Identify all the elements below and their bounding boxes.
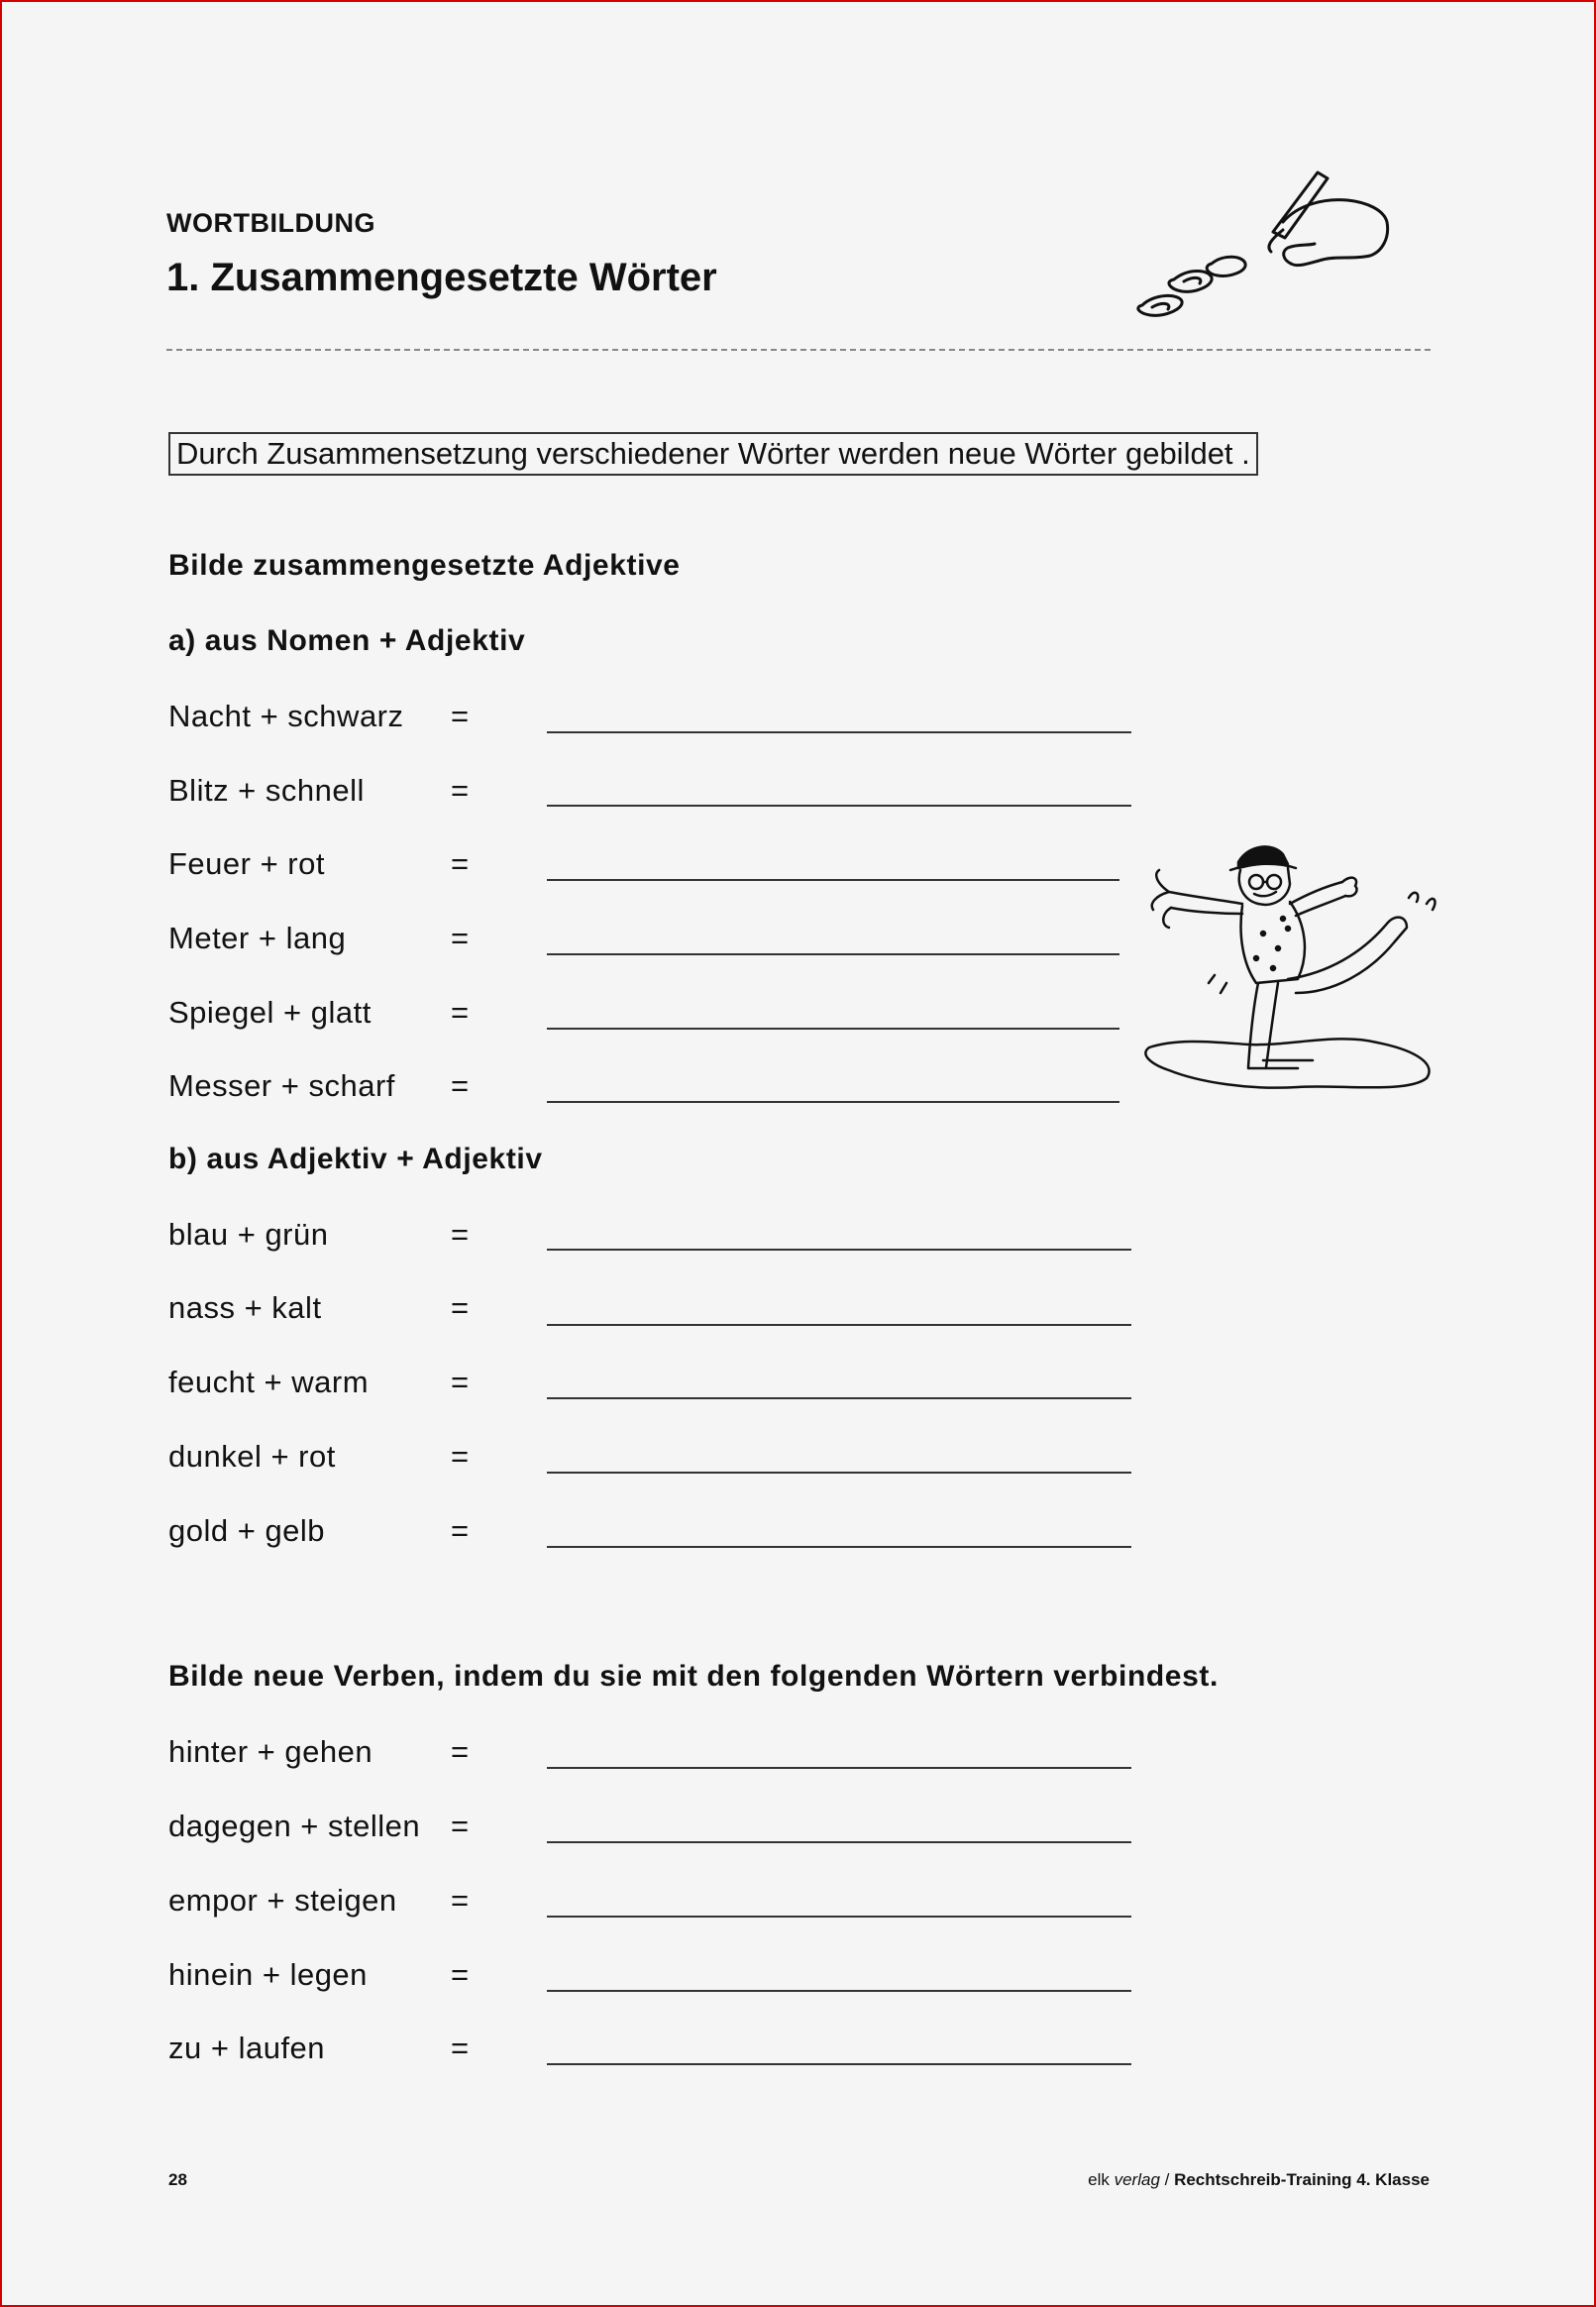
equals-sign: = (451, 995, 470, 1030)
exercise-term: Messer + scharf (168, 1068, 395, 1103)
equals-sign: = (451, 1513, 470, 1548)
equals-sign: = (451, 773, 470, 808)
answer-blank[interactable] (547, 1767, 1131, 1769)
equals-sign: = (451, 1068, 470, 1103)
equals-sign: = (451, 846, 470, 881)
task1-heading: Bilde zusammengesetzte Adjektive (168, 549, 681, 582)
rule-box: Durch Zusammensetzung verschiedener Wörter werden neue Wörter gebildet . (168, 432, 1258, 476)
equals-sign: = (451, 1809, 470, 1843)
answer-blank[interactable] (547, 1397, 1131, 1399)
equals-sign: = (451, 1957, 470, 1992)
exercise-term: Nacht + schwarz (168, 699, 404, 733)
answer-blank[interactable] (547, 805, 1131, 807)
book-title: Rechtschreib-Training 4. Klasse (1174, 2170, 1430, 2189)
exercise-term: Feuer + rot (168, 846, 325, 881)
exercise-term: dagegen + stellen (168, 1809, 421, 1843)
slipping-man-illustration (1139, 834, 1446, 1097)
answer-blank[interactable] (547, 1916, 1131, 1918)
equals-sign: = (451, 699, 470, 733)
answer-blank[interactable] (547, 1841, 1131, 1843)
answer-blank[interactable] (547, 2063, 1131, 2065)
section-label: WORTBILDUNG (166, 208, 375, 238)
equals-sign: = (451, 2031, 470, 2065)
answer-blank[interactable] (547, 1324, 1131, 1326)
answer-blank[interactable] (547, 1101, 1119, 1103)
exercise-term: blau + grün (168, 1217, 329, 1252)
answer-blank[interactable] (547, 731, 1131, 733)
equals-sign: = (451, 921, 470, 955)
part-b-heading: b) aus Adjektiv + Adjektiv (168, 1143, 543, 1175)
exercise-term: zu + laufen (168, 2031, 326, 2065)
dashed-divider (166, 349, 1431, 351)
publisher-name: elk (1088, 2170, 1110, 2189)
equals-sign: = (451, 1365, 470, 1399)
exercise-term: empor + steigen (168, 1883, 397, 1918)
exercise-term: feucht + warm (168, 1365, 370, 1399)
answer-blank[interactable] (547, 1990, 1131, 1992)
equals-sign: = (451, 1217, 470, 1252)
answer-blank[interactable] (547, 1546, 1131, 1548)
answer-blank[interactable] (547, 1249, 1131, 1251)
answer-blank[interactable] (547, 953, 1119, 955)
exercise-term: Meter + lang (168, 921, 347, 955)
equals-sign: = (451, 1439, 470, 1474)
exercise-term: dunkel + rot (168, 1439, 336, 1474)
equals-sign: = (451, 1734, 470, 1769)
answer-blank[interactable] (547, 879, 1119, 881)
answer-blank[interactable] (547, 1472, 1131, 1474)
exercise-term: Blitz + schnell (168, 773, 365, 808)
footer-credit (1088, 2170, 1430, 2190)
equals-sign: = (451, 1883, 470, 1918)
part-a-heading: a) aus Nomen + Adjektiv (168, 624, 526, 657)
exercise-term: nass + kalt (168, 1290, 322, 1325)
exercise-term: Spiegel + glatt (168, 995, 372, 1030)
exercise-term: hinter + gehen (168, 1734, 373, 1769)
footer-separator: / (1159, 2170, 1175, 2189)
equals-sign: = (451, 1290, 470, 1325)
task2-heading: Bilde neue Verben, indem du sie mit den folgenden Wörtern verbindest. (168, 1660, 1219, 1693)
writing-hand-illustration (1134, 161, 1392, 319)
exercise-term: gold + gelb (168, 1513, 326, 1548)
page-title: 1. Zusammengesetzte Wörter (166, 256, 717, 299)
exercise-term: hinein + legen (168, 1957, 368, 1992)
publisher-suffix: verlag (1114, 2170, 1160, 2189)
answer-blank[interactable] (547, 1028, 1119, 1030)
page-number: 28 (168, 2170, 187, 2189)
